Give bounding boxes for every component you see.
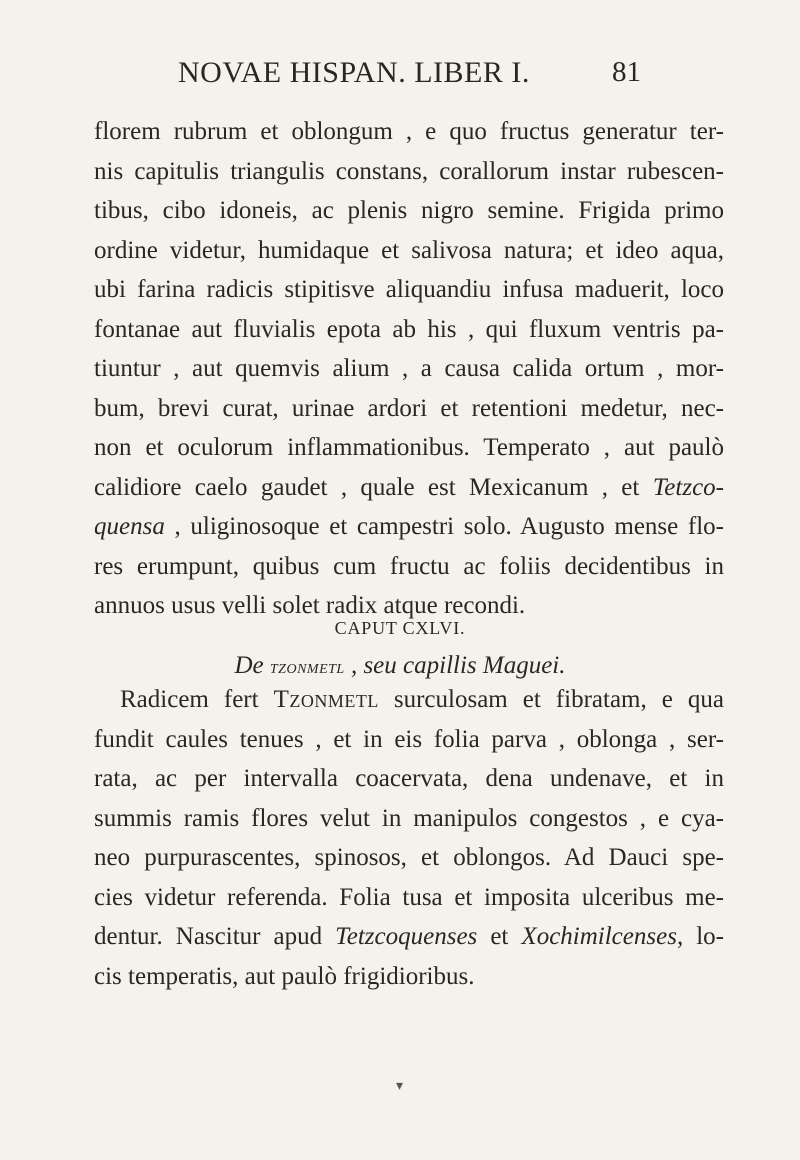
- text-segment: Radicem fert: [120, 686, 274, 713]
- italic-place-name: quensa: [94, 513, 165, 540]
- running-title: NOVAE HISPAN. LIBER I.: [178, 56, 530, 89]
- text-line: [94, 468, 724, 508]
- text-line: non et oculorum inflammationibus. Temperato , aut paulò: [94, 434, 724, 461]
- paragraph-1: [94, 112, 724, 626]
- printer-mark-icon: ▾: [396, 1079, 404, 1094]
- text-segment: calidiore caelo gaudet , quale est Mexicanum , et: [94, 473, 640, 501]
- italic-place-name: Tetzco-: [652, 473, 725, 501]
- text-line: nis capitulis triangulis constans, corallorum instar rubescen-: [94, 157, 724, 185]
- page-number: 81: [612, 56, 641, 88]
- text-line: fundit caules tenues , et in eis folia parva , oblonga , ser-: [94, 725, 724, 753]
- italic-place-name: Xochimilcenses: [521, 923, 677, 950]
- title-plant-name: tzonmetl: [269, 656, 345, 678]
- text-line: ordine videtur, humidaque et salivosa natura; et ideo aqua,: [94, 236, 724, 264]
- paragraph-2: [94, 680, 724, 996]
- chapter-title: [0, 652, 800, 680]
- text-line: tibus, cibo idoneis, ac plenis nigro semine. Frigida primo: [94, 197, 724, 224]
- text-segment: dentur. Nascitur apud: [94, 923, 336, 950]
- text-line: neo purpurascentes, spinosos, et oblongos. Ad Dauci spe-: [94, 844, 724, 871]
- text-line: bum, brevi curat, urinae ardori et retentioni medetur, nec-: [94, 394, 724, 422]
- running-head: [0, 56, 800, 96]
- text-line: cis temperatis, aut paulò frigidioribus.: [94, 962, 475, 990]
- text-line: [94, 680, 724, 720]
- text-segment: et: [477, 923, 522, 950]
- plant-name: Tzonmetl: [273, 686, 379, 713]
- text-segment: , lo-: [676, 923, 724, 950]
- text-line: [94, 507, 724, 547]
- title-rest: , seu capillis Maguei.: [344, 652, 566, 679]
- text-line: ubi farina radicis stipitisve aliquandiu infusa maduerit, loco: [94, 276, 724, 303]
- text-line: cies videtur referenda. Folia tusa et imposita ulceribus me-: [94, 883, 724, 911]
- text-line: res erumpunt, quibus cum fructu ac foliis decidentibus in: [94, 552, 724, 580]
- title-de: De: [234, 652, 264, 679]
- text-segment: , uliginosoque et campestri solo. Augusto mense flo-: [164, 513, 724, 540]
- chapter-number: CAPUT CXLVI.: [334, 618, 466, 638]
- text-line: florem rubrum et oblongum , e quo fructus generatur ter-: [94, 118, 724, 145]
- text-line: summis ramis flores velut in manipulos congestos , e cya-: [94, 804, 724, 832]
- text-line: fontanae aut fluvialis epota ab his , qui fluxum ventris pa-: [94, 315, 724, 343]
- italic-place-name: Tetzcoquenses: [335, 923, 478, 950]
- text-line: tiuntur , aut quemvis alium , a causa calida ortum , mor-: [94, 355, 724, 382]
- text-segment: surculosam et fibratam, e qua: [378, 686, 724, 713]
- text-line: annuos usus velli solet radix atque recondi.: [94, 592, 526, 619]
- text-line: [94, 917, 724, 957]
- text-line: rata, ac per intervalla coacervata, dena undenave, et in: [94, 765, 724, 792]
